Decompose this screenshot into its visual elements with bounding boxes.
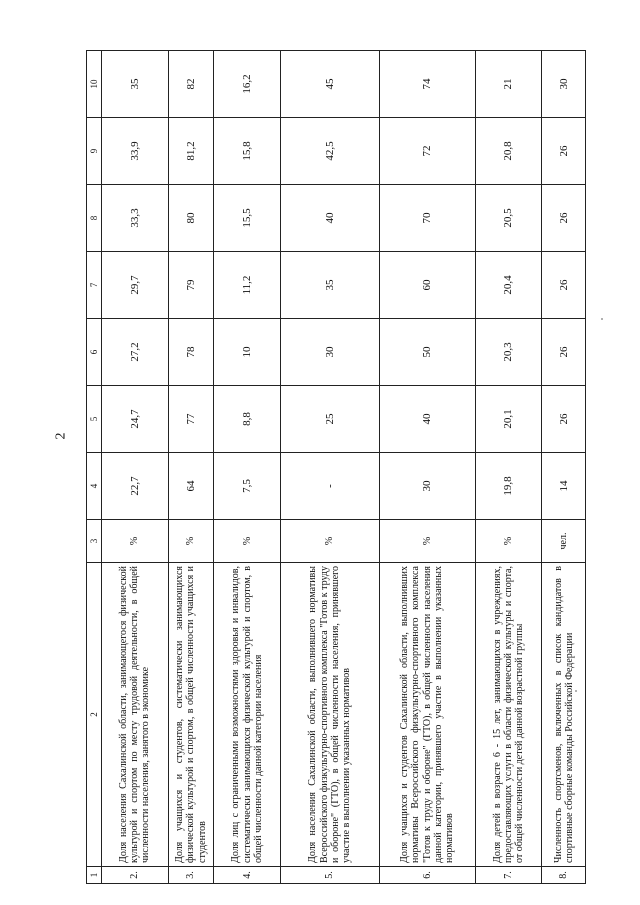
value-cell: 60 xyxy=(379,252,475,319)
value-cell: 8,8 xyxy=(214,386,281,453)
header-cell: 1 xyxy=(87,867,102,884)
value-cell: 30 xyxy=(379,453,475,520)
value-cell: 72 xyxy=(379,118,475,185)
indicator-name: Доля населения Сахалинской области, выполнившего нормативы Всероссийского физкультурно-спортивного комплекса "Готов к труду и обороне" (ГТО), в общей численности населения, принявшего участие в выполнении указанных нормативов xyxy=(280,563,379,867)
indicator-name: Численность спортсменов, включенных в список кандидатов в спортивные сборные команды Российской Федерации xyxy=(542,563,586,867)
value-cell: 45 xyxy=(280,51,379,118)
indicator-name: Доля учащихся и студентов Сахалинской области, выполнивших нормативы Всероссийского физкультурно-спортивного комплекса "Готов к труду и обороне" (ГТО), в общей численности населения данной категории, принявшего участие в выполнении указанных нормативов xyxy=(379,563,475,867)
value-cell: 29,7 xyxy=(102,252,169,319)
value-cell: 78 xyxy=(168,319,214,386)
value-cell: 16,2 xyxy=(214,51,281,118)
table-row xyxy=(542,51,586,884)
indicator-name: Доля населения Сахалинской области, занимающегося физической культурой и спортом по месту трудовой деятельности, в общей численности населения, занятого в экономике xyxy=(102,563,169,867)
row-number: 7. xyxy=(475,867,542,884)
value-cell: 81,2 xyxy=(168,118,214,185)
value-cell: 74 xyxy=(379,51,475,118)
table-row xyxy=(214,51,281,884)
value-cell: 20,3 xyxy=(475,319,542,386)
value-cell: 40 xyxy=(280,185,379,252)
unit-cell: % xyxy=(280,520,379,563)
value-cell: 33,9 xyxy=(102,118,169,185)
header-cell: 3 xyxy=(87,520,102,563)
value-cell: 35 xyxy=(102,51,169,118)
unit-cell: % xyxy=(168,520,214,563)
table-row xyxy=(379,51,475,884)
header-cell: 4 xyxy=(87,453,102,520)
unit-cell: % xyxy=(379,520,475,563)
indicator-name: Доля детей в возрасте 6 - 15 лет, занимающихся в учреждениях, предоставляющих услуги в области физической культуры и спорта, от общей численности детей данной возрастной группы xyxy=(475,563,542,867)
row-number: 3. xyxy=(168,867,214,884)
value-cell: 26 xyxy=(542,386,586,453)
value-cell: 19,8 xyxy=(475,453,542,520)
table-row xyxy=(168,51,214,884)
header-cell: 10 xyxy=(87,51,102,118)
value-cell: 30 xyxy=(542,51,586,118)
value-cell: 30 xyxy=(280,319,379,386)
row-number: 5. xyxy=(280,867,379,884)
table-header-row xyxy=(87,51,102,884)
row-number: 6. xyxy=(379,867,475,884)
value-cell: 27,2 xyxy=(102,319,169,386)
value-cell: 64 xyxy=(168,453,214,520)
header-cell: 8 xyxy=(87,185,102,252)
value-cell: 70 xyxy=(379,185,475,252)
value-cell: 50 xyxy=(379,319,475,386)
scan-speck xyxy=(575,690,577,692)
value-cell: - xyxy=(280,453,379,520)
value-cell: 20,4 xyxy=(475,252,542,319)
scan-speck xyxy=(601,318,603,320)
header-cell: 7 xyxy=(87,252,102,319)
table-row xyxy=(280,51,379,884)
value-cell: 80 xyxy=(168,185,214,252)
value-cell: 15,8 xyxy=(214,118,281,185)
value-cell: 10 xyxy=(214,319,281,386)
row-number: 8. xyxy=(542,867,586,884)
value-cell: 7,5 xyxy=(214,453,281,520)
value-cell: 22,7 xyxy=(102,453,169,520)
value-cell: 77 xyxy=(168,386,214,453)
header-cell: 5 xyxy=(87,386,102,453)
value-cell: 14 xyxy=(542,453,586,520)
value-cell: 15,5 xyxy=(214,185,281,252)
value-cell: 11,2 xyxy=(214,252,281,319)
value-cell: 24,7 xyxy=(102,386,169,453)
table-row xyxy=(475,51,542,884)
unit-cell: % xyxy=(214,520,281,563)
table-row xyxy=(102,51,169,884)
indicator-name: Доля лиц с ограниченными возможностями здоровья и инвалидов, систематически занимающихся физической культурой и спортом, в общей численности данной категории населения xyxy=(214,563,281,867)
value-cell: 20,8 xyxy=(475,118,542,185)
header-cell: 2 xyxy=(87,563,102,867)
value-cell: 20,5 xyxy=(475,185,542,252)
value-cell: 25 xyxy=(280,386,379,453)
indicators-table xyxy=(86,50,586,884)
unit-cell: чел. xyxy=(542,520,586,563)
value-cell: 26 xyxy=(542,319,586,386)
value-cell: 33,3 xyxy=(102,185,169,252)
value-cell: 79 xyxy=(168,252,214,319)
value-cell: 21 xyxy=(475,51,542,118)
value-cell: 40 xyxy=(379,386,475,453)
value-cell: 26 xyxy=(542,185,586,252)
unit-cell: % xyxy=(102,520,169,563)
row-number: 4. xyxy=(214,867,281,884)
page-number: 2 xyxy=(53,432,69,440)
value-cell: 82 xyxy=(168,51,214,118)
value-cell: 26 xyxy=(542,252,586,319)
value-cell: 35 xyxy=(280,252,379,319)
value-cell: 26 xyxy=(542,118,586,185)
value-cell: 20,1 xyxy=(475,386,542,453)
indicator-name: Доля учащихся и студентов, систематически занимающихся физической культурой и спортом, в общей численности учащихся и студентов xyxy=(168,563,214,867)
rotated-table-container xyxy=(86,58,586,884)
header-cell: 6 xyxy=(87,319,102,386)
header-cell: 9 xyxy=(87,118,102,185)
row-number: 2. xyxy=(102,867,169,884)
unit-cell: % xyxy=(475,520,542,563)
value-cell: 42,5 xyxy=(280,118,379,185)
